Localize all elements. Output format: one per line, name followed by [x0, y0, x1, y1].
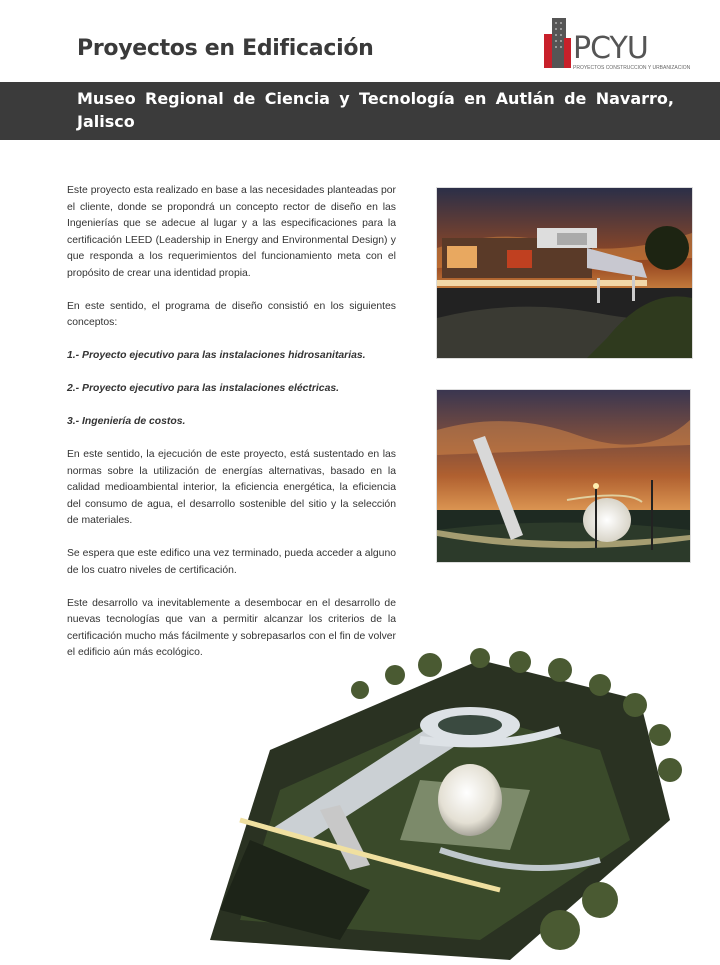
certification-paragraph: Se espera que este edifico una vez terminado, pueda acceder a alguno de los cuatro niveles de certificación.: [67, 548, 396, 576]
aerial-site-render: [180, 640, 720, 960]
intro-paragraph: Este proyecto esta realizado en base a las necesidades planteadas por el cliente, donde se propondrá un concepto rector de diseño en las Ingenierías que se adecue al lugar y a las especificaciones para la certificación LEED (Leadership in Energy and Environmental Design) y que responda a los requerimientos del funcionamiento meta con el propósito de crear una identidad propia.: [67, 185, 396, 279]
project-description: [67, 183, 396, 678]
program-paragraph: En este sentido, el programa de diseño consistió en los siguientes conceptos:: [67, 300, 396, 328]
page-title: Proyectos en Edificación: [77, 36, 374, 61]
concept-item-3: 3.- Ingeniería de costos.: [67, 416, 186, 427]
project-title: Museo Regional de Ciencia y Tecnología en Autlán de Navarro, Jalisco: [77, 89, 674, 131]
dome-render-photo: [436, 389, 691, 563]
logo-wordmark: PCYU: [573, 31, 648, 66]
concept-item-2: 2.- Proyecto ejecutivo para las instalaciones eléctricas.: [67, 383, 340, 394]
logo-tagline: PROYECTOS CONSTRUCCION Y URBANIZACION: [573, 65, 691, 71]
company-logo: [542, 14, 691, 74]
concept-item-1: 1.- Proyecto ejecutivo para las instalaciones hidrosanitarias.: [67, 350, 366, 361]
building-render-photo: [436, 187, 693, 359]
standards-paragraph: En este sentido, la ejecución de este proyecto, está sustentado en las normas sobre la utilización de energías alternativas, basado en la calidad medioambiental interior, la eficiencia energética, la eficiencia del consumo de agua, el desarrollo sostenible del sitio y la selección de materiales.: [67, 449, 396, 526]
development-paragraph: Este desarrollo va inevitablemente a desembocar en el desarrollo de nuevas tecnologías que van a permitir alcanzar los criterios de la certificación mucho más fácilmente y sobrepasarlos con el fin de volver el edificio aún más ecológico.: [67, 597, 396, 658]
